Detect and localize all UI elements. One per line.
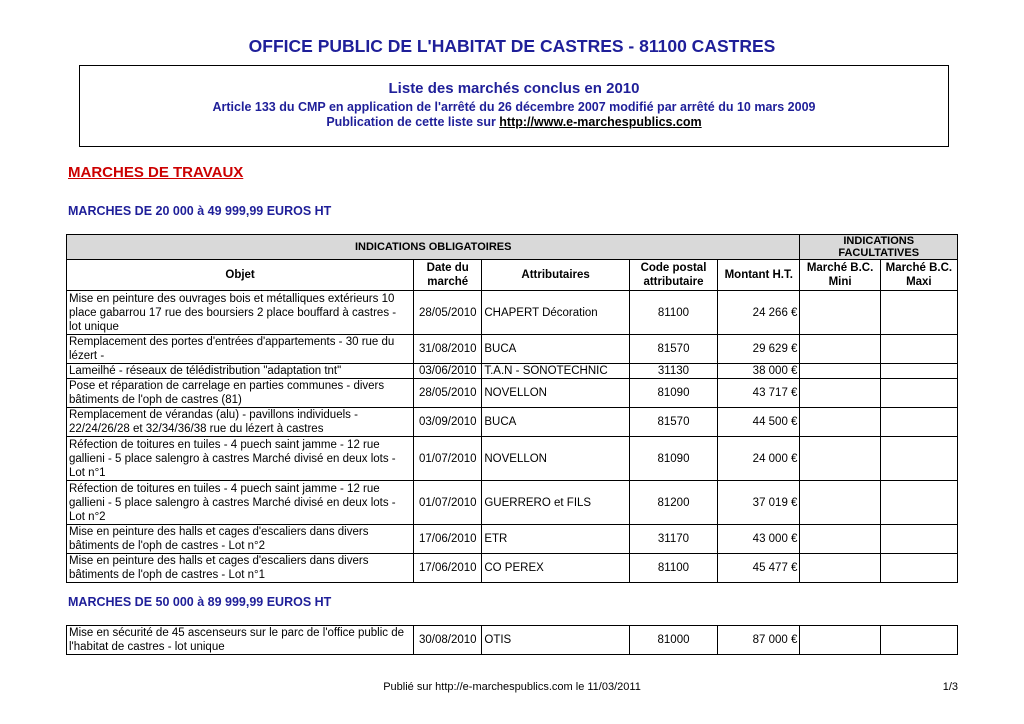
page-title: OFFICE PUBLIC DE L'HABITAT DE CASTRES - 81100 CASTRES — [248, 36, 776, 56]
cell-code-postal: 81570 — [629, 408, 717, 437]
table-row — [67, 291, 958, 335]
table-row — [67, 364, 958, 379]
col-header-date: Date du marché — [414, 260, 482, 291]
col-header-attributaires: Attributaires — [482, 260, 629, 291]
cell-bc-mini — [800, 554, 880, 583]
cell-objet: Lameilhé - réseaux de télédistribution "adaptation tnt" — [67, 364, 414, 379]
cell-objet: Mise en sécurité de 45 ascenseurs sur le parc de l'office public de l'habitat de castres - lot unique — [67, 626, 414, 655]
col-header-bc-mini: Marché B.C. Mini — [800, 260, 880, 291]
cell-bc-maxi — [880, 291, 957, 335]
cell-montant: 37 019 € — [718, 481, 800, 525]
cell-montant: 43 717 € — [718, 379, 800, 408]
cell-bc-maxi — [880, 437, 957, 481]
group1-table — [66, 234, 958, 583]
box-article: Article 133 du CMP en application de l'arrêté du 26 décembre 2007 modifié par arrêté du 10 mars 2009 — [212, 100, 816, 114]
cell-bc-mini — [800, 335, 880, 364]
box-title: Liste des marchés conclus en 2010 — [388, 80, 640, 97]
cell-code-postal: 81000 — [629, 626, 717, 655]
table-row — [67, 335, 958, 364]
group2-table — [66, 625, 958, 655]
cell-bc-maxi — [880, 626, 957, 655]
footer-publication: Publié sur http://e-marchespublics.com le 11/03/2011 — [383, 681, 641, 693]
col-header-objet: Objet — [67, 260, 414, 291]
cell-date: 03/06/2010 — [414, 364, 482, 379]
cell-attributaire: CHAPERT Décoration — [482, 291, 629, 335]
cell-montant: 43 000 € — [718, 525, 800, 554]
cell-bc-maxi — [880, 335, 957, 364]
cell-objet: Pose et réparation de carrelage en parties communes - divers bâtiments de l'oph de castres (81) — [67, 379, 414, 408]
indications-facultatives-header: INDICATIONS FACULTATIVES — [800, 235, 958, 260]
cell-objet: Mise en peinture des halls et cages d'escaliers dans divers bâtiments de l'oph de castres - Lot n°1 — [67, 554, 414, 583]
cell-code-postal: 81090 — [629, 379, 717, 408]
cell-montant: 87 000 € — [718, 626, 800, 655]
table-row — [67, 626, 958, 655]
cell-date: 17/06/2010 — [414, 554, 482, 583]
header-band-row — [67, 235, 958, 260]
cell-montant: 24 266 € — [718, 291, 800, 335]
cell-montant: 29 629 € — [718, 335, 800, 364]
cell-attributaire: OTIS — [482, 626, 629, 655]
cell-attributaire: CO PEREX — [482, 554, 629, 583]
cell-date: 01/07/2010 — [414, 481, 482, 525]
col-header-code-postal: Code postal attributaire — [629, 260, 717, 291]
cell-code-postal: 81090 — [629, 437, 717, 481]
cell-bc-mini — [800, 437, 880, 481]
table-row — [67, 408, 958, 437]
cell-date: 17/06/2010 — [414, 525, 482, 554]
cell-code-postal: 81100 — [629, 554, 717, 583]
cell-attributaire: T.A.N - SONOTECHNIC — [482, 364, 629, 379]
cell-bc-maxi — [880, 379, 957, 408]
cell-objet: Mise en peinture des ouvrages bois et métalliques extérieurs 10 place gabarrou 17 rue des boursiers 2 place bouffard à castres - lot unique — [67, 291, 414, 335]
cell-attributaire: BUCA — [482, 408, 629, 437]
cell-code-postal: 31170 — [629, 525, 717, 554]
cell-attributaire: ETR — [482, 525, 629, 554]
table-row — [67, 554, 958, 583]
cell-date: 28/05/2010 — [414, 291, 482, 335]
cell-bc-mini — [800, 408, 880, 437]
group2-title: MARCHES DE 50 000 à 89 999,99 EUROS HT — [68, 595, 332, 609]
cell-bc-maxi — [880, 408, 957, 437]
cell-objet: Remplacement des portes d'entrées d'appartements - 30 rue du lézert - — [67, 335, 414, 364]
cell-objet: Réfection de toitures en tuiles - 4 puech saint jamme - 12 rue gallieni - 5 place salengro à castres Marché divisé en deux lots - Lot n°2 — [67, 481, 414, 525]
col-header-montant: Montant H.T. — [718, 260, 800, 291]
indications-obligatoires-header: INDICATIONS OBLIGATOIRES — [67, 235, 800, 260]
publication-link[interactable]: http://www.e-marchespublics.com — [499, 115, 702, 129]
cell-date: 01/07/2010 — [414, 437, 482, 481]
cell-attributaire: NOVELLON — [482, 437, 629, 481]
cell-bc-maxi — [880, 364, 957, 379]
cell-date: 30/08/2010 — [414, 626, 482, 655]
cell-bc-mini — [800, 525, 880, 554]
cell-date: 03/09/2010 — [414, 408, 482, 437]
cell-bc-mini — [800, 379, 880, 408]
box-publication — [80, 115, 948, 129]
cell-objet: Mise en peinture des halls et cages d'escaliers dans divers bâtiments de l'oph de castres - Lot n°2 — [67, 525, 414, 554]
cell-attributaire: NOVELLON — [482, 379, 629, 408]
page-number: 1/3 — [942, 681, 958, 693]
cell-code-postal: 81200 — [629, 481, 717, 525]
table-row — [67, 437, 958, 481]
table-row — [67, 525, 958, 554]
cell-montant: 45 477 € — [718, 554, 800, 583]
group1-title: MARCHES DE 20 000 à 49 999,99 EUROS HT — [68, 204, 332, 218]
cell-code-postal: 31130 — [629, 364, 717, 379]
cell-date: 28/05/2010 — [414, 379, 482, 408]
cell-attributaire: GUERRERO et FILS — [482, 481, 629, 525]
cell-attributaire: BUCA — [482, 335, 629, 364]
cell-montant: 44 500 € — [718, 408, 800, 437]
cell-code-postal: 81570 — [629, 335, 717, 364]
cell-montant: 38 000 € — [718, 364, 800, 379]
table-row — [67, 379, 958, 408]
cell-bc-mini — [800, 291, 880, 335]
cell-bc-maxi — [880, 525, 957, 554]
table-row — [67, 481, 958, 525]
column-header-row — [67, 260, 958, 291]
publication-prefix: Publication de cette liste sur — [326, 115, 500, 129]
cell-date: 31/08/2010 — [414, 335, 482, 364]
cell-objet: Remplacement de vérandas (alu) - pavillons individuels - 22/24/26/28 et 32/34/36/38 rue du lézert à castres — [67, 408, 414, 437]
cell-bc-mini — [800, 626, 880, 655]
cell-bc-mini — [800, 481, 880, 525]
cell-code-postal: 81100 — [629, 291, 717, 335]
col-header-bc-maxi: Marché B.C. Maxi — [880, 260, 957, 291]
cell-objet: Réfection de toitures en tuiles - 4 puech saint jamme - 12 rue gallieni - 5 place salengro à castres Marché divisé en deux lots - Lot n°1 — [67, 437, 414, 481]
header-box — [79, 65, 949, 147]
cell-bc-maxi — [880, 554, 957, 583]
section-title: MARCHES DE TRAVAUX — [68, 164, 244, 181]
cell-montant: 24 000 € — [718, 437, 800, 481]
cell-bc-mini — [800, 364, 880, 379]
cell-bc-maxi — [880, 481, 957, 525]
